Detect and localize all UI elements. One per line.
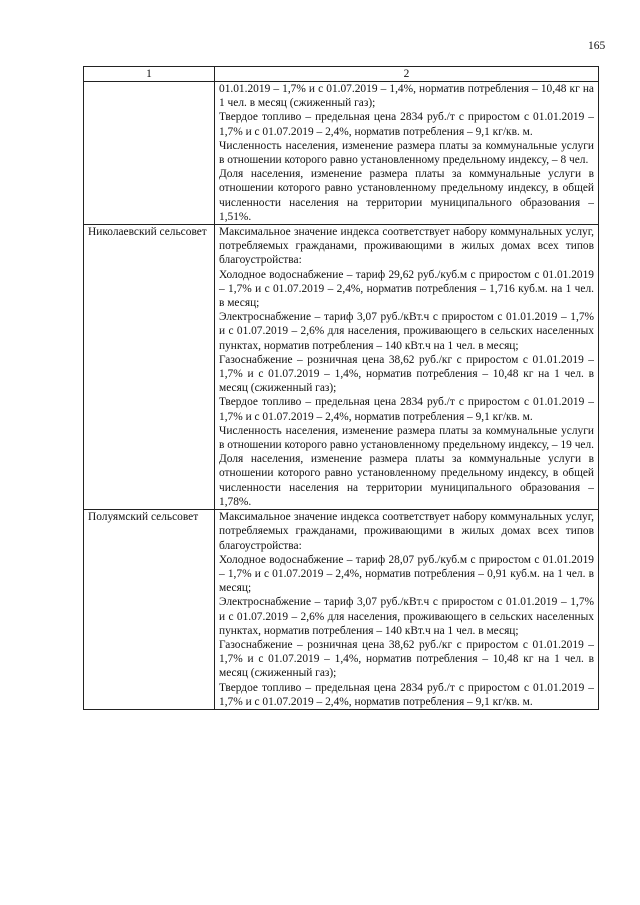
column-header-2: 2: [215, 67, 599, 82]
municipality-name: Николаевский сельсовет: [84, 225, 215, 510]
row-description: [215, 510, 599, 710]
paragraph: Газоснабжение – розничная цена 38,62 руб./кг с приростом с 01.01.2019 – 1,7% и с 01.07.2019 – 1,4%, норматив потребления – 10,48 кг на 1 чел. в месяц (сжиженный газ);: [219, 638, 594, 680]
row-description: [215, 82, 599, 225]
municipality-name: Полуямский сельсовет: [84, 510, 215, 710]
paragraph: Холодное водоснабжение – тариф 29,62 руб./куб.м с приростом с 01.01.2019 – 1,7% и с 01.07.2019 – 2,4%, норматив потребления – 1,716 куб.м. на 1 чел. в месяц;: [219, 268, 594, 310]
column-header-1: 1: [84, 67, 215, 82]
indices-table: [83, 66, 599, 710]
paragraph: Максимальное значение индекса соответствует набору коммунальных услуг, потребляемых гражданами, проживающими в жилых домах всех типов благоустройства:: [219, 226, 594, 267]
table-row: [84, 510, 599, 710]
paragraph: Численность населения, изменение размера платы за коммунальные услуги в отношении которого равно установленному предельному индексу, – 19 чел.: [219, 424, 595, 452]
row-description: [215, 225, 599, 510]
paragraph: Доля населения, изменение размера платы за коммунальные услуги в отношении которого равно установленному предельному индексу, в общей численности населения на территории муниципального образования – 1,51%.: [219, 168, 594, 223]
paragraph: Численность населения, изменение размера платы за коммунальные услуги в отношении которого равно установленному предельному индексу, – 8 чел.: [219, 139, 594, 167]
table-row: [84, 82, 599, 225]
table-row: [84, 225, 599, 510]
paragraph: Газоснабжение – розничная цена 38,62 руб./кг с приростом с 01.01.2019 – 1,7% и с 01.07.2019 – 1,4%, норматив потребления – 10,48 кг на 1 чел. в месяц (сжиженный газ);: [219, 353, 594, 395]
paragraph: Электроснабжение – тариф 3,07 руб./кВт.ч с приростом с 01.01.2019 – 1,7% и с 01.07.2019 – 2,6% для населения, проживающего в сельских населенных пунктах, норматив потребления – 140 кВт.ч на 1 чел. в месяц;: [219, 311, 594, 352]
paragraph: Холодное водоснабжение – тариф 28,07 руб./куб.м с приростом с 01.01.2019 – 1,7% и с 01.07.2019 – 2,4%, норматив потребления – 0,91 куб.м. на 1 чел. в месяц;: [219, 553, 594, 595]
municipality-name: [84, 82, 215, 225]
paragraph: 01.01.2019 – 1,7% и с 01.07.2019 – 1,4%, норматив потребления – 10,48 кг на 1 чел. в месяц (сжиженный газ);: [219, 83, 594, 110]
page-number: 165: [588, 40, 606, 52]
paragraph: Твердое топливо – предельная цена 2834 руб./т с приростом с 01.01.2019 – 1,7% и с 01.07.2019 – 2,4%, норматив потребления – 9,1 кг/кв. м.: [219, 111, 594, 138]
paragraph: Электроснабжение – тариф 3,07 руб./кВт.ч с приростом с 01.01.2019 – 1,7% и с 01.07.2019 – 2,6% для населения, проживающего в сельских населенных пунктах, норматив потребления – 140 кВт.ч на 1 чел. в месяц;: [219, 596, 594, 637]
paragraph: Доля населения, изменение размера платы за коммунальные услуги в отношении которого равно установленному предельному индексу, в общей численности населения на территории муниципального образования – 1,78%.: [219, 453, 594, 508]
paragraph: Максимальное значение индекса соответствует набору коммунальных услуг, потребляемых гражданами, проживающими в жилых домах всех типов благоустройства:: [219, 511, 594, 552]
paragraph: Твердое топливо – предельная цена 2834 руб./т с приростом с 01.01.2019 – 1,7% и с 01.07.2019 – 2,4%, норматив потребления – 9,1 кг/кв. м.: [219, 396, 594, 423]
header-row: [84, 67, 599, 82]
paragraph: Твердое топливо – предельная цена 2834 руб./т с приростом с 01.01.2019 – 1,7% и с 01.07.2019 – 2,4%, норматив потребления – 9,1 кг/кв. м.: [219, 681, 594, 708]
